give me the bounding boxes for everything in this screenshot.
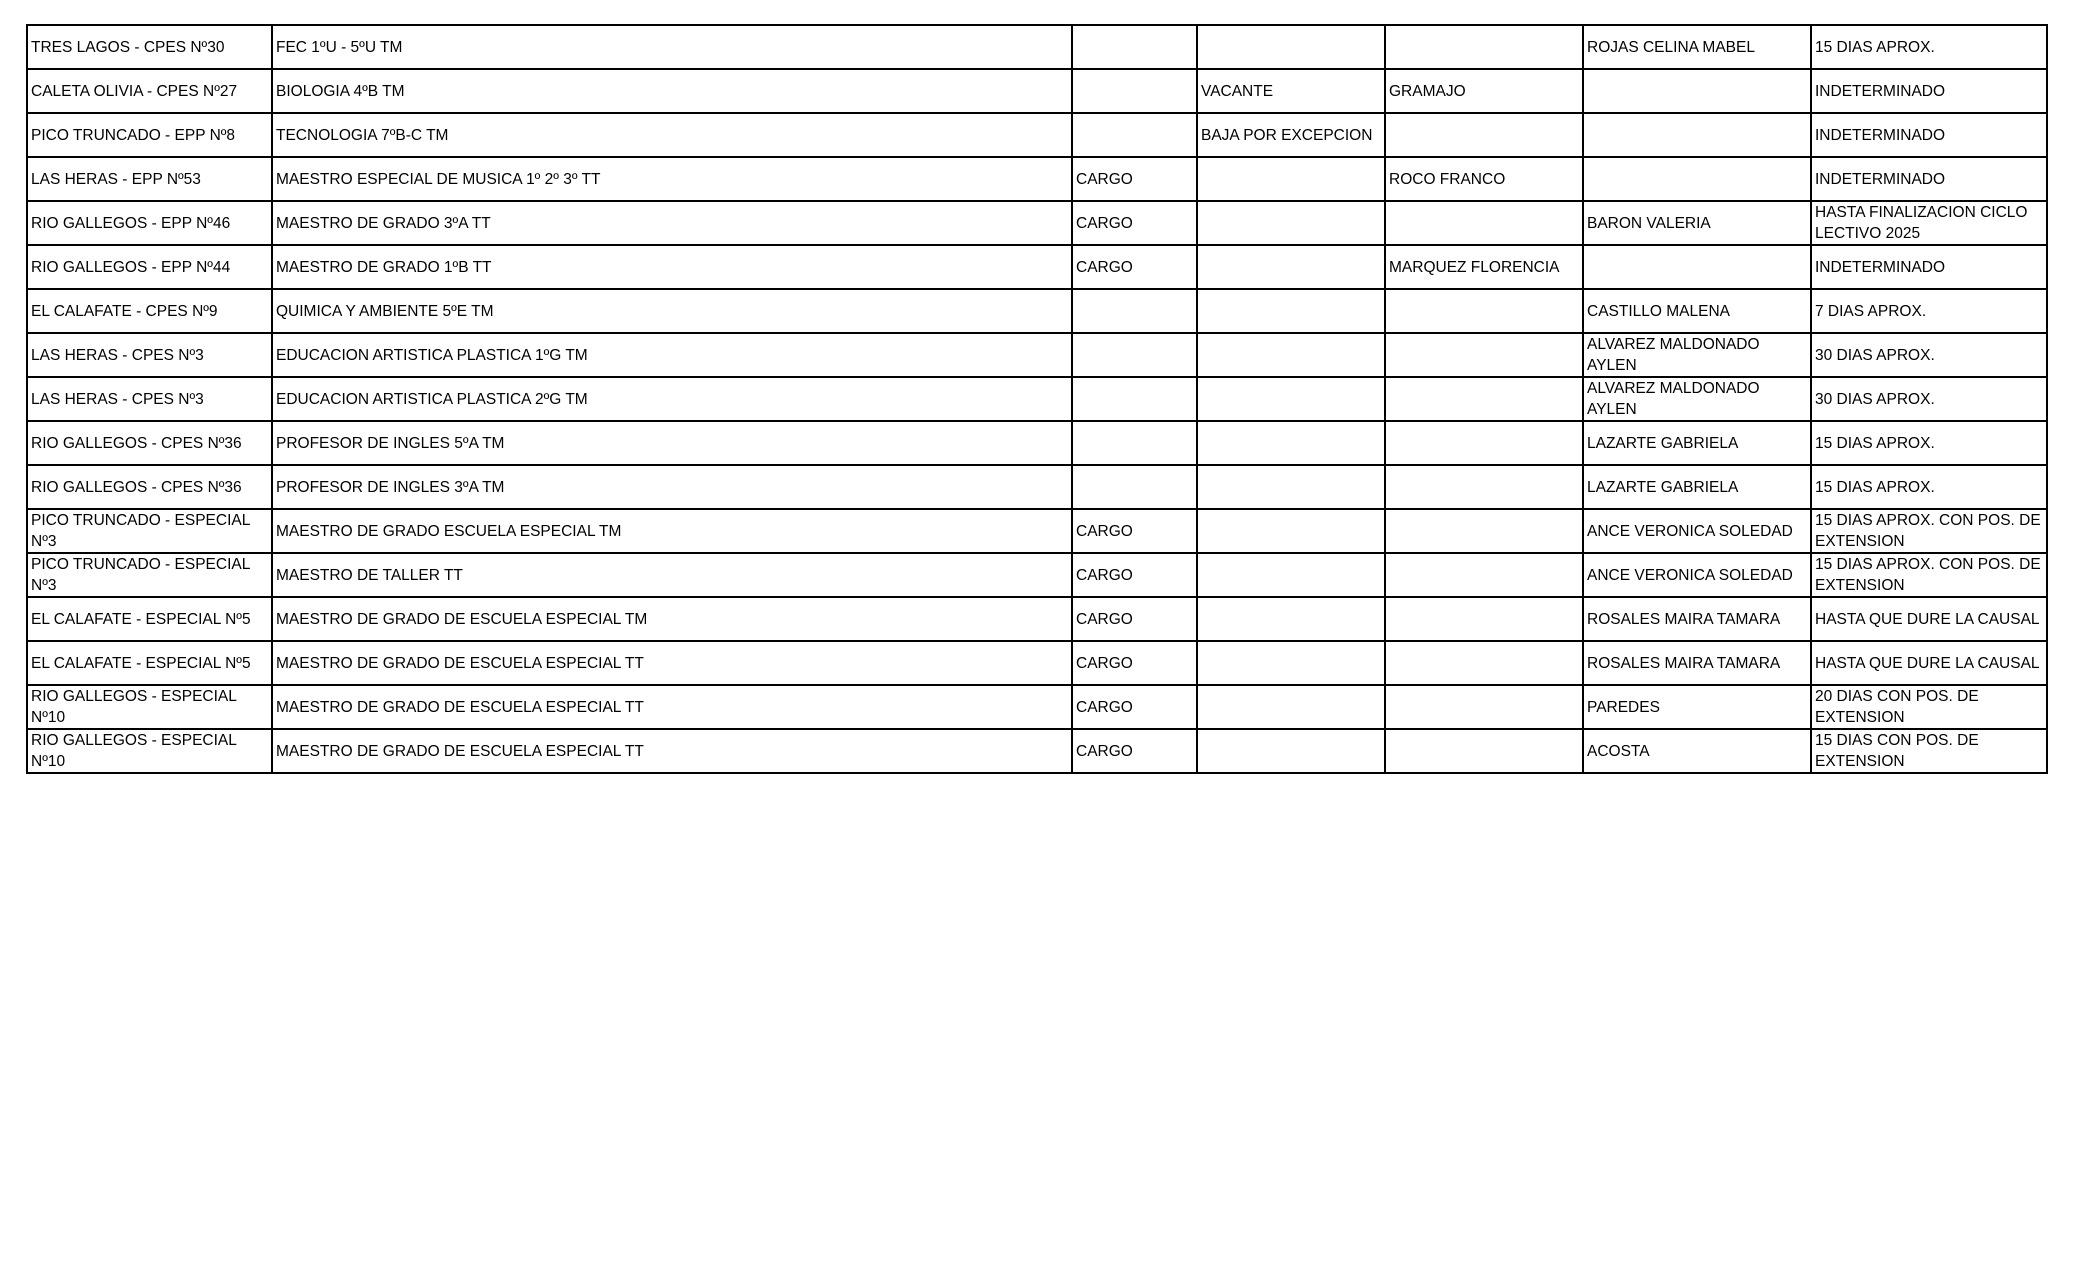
subject-cell: MAESTRO DE GRADO DE ESCUELA ESPECIAL TT [272, 641, 1072, 685]
duration-cell: 7 DIAS APROX. [1811, 289, 2047, 333]
subject-cell: QUIMICA Y AMBIENTE 5ºE TM [272, 289, 1072, 333]
subject-cell: PROFESOR DE INGLES 3ºA TM [272, 465, 1072, 509]
replacement-cell: LAZARTE GABRIELA [1583, 465, 1811, 509]
school-cell: RIO GALLEGOS - EPP Nº44 [27, 245, 272, 289]
titular-cell [1385, 729, 1583, 773]
table-row [27, 597, 2047, 641]
table-row [27, 377, 2047, 421]
replacement-cell [1583, 245, 1811, 289]
school-cell: RIO GALLEGOS - ESPECIAL Nº10 [27, 729, 272, 773]
subject-cell: MAESTRO DE GRADO ESCUELA ESPECIAL TM [272, 509, 1072, 553]
status-cell: VACANTE [1197, 69, 1385, 113]
status-cell [1197, 509, 1385, 553]
replacement-cell: BARON VALERIA [1583, 201, 1811, 245]
titular-cell [1385, 509, 1583, 553]
duration-cell: 15 DIAS APROX. [1811, 465, 2047, 509]
school-cell: TRES LAGOS - CPES Nº30 [27, 25, 272, 69]
school-cell: EL CALAFATE - CPES Nº9 [27, 289, 272, 333]
table-row [27, 729, 2047, 773]
titular-cell [1385, 465, 1583, 509]
titular-cell [1385, 201, 1583, 245]
school-cell: PICO TRUNCADO - ESPECIAL Nº3 [27, 509, 272, 553]
school-cell: PICO TRUNCADO - EPP Nº8 [27, 113, 272, 157]
subject-cell: MAESTRO DE GRADO DE ESCUELA ESPECIAL TT [272, 685, 1072, 729]
status-cell [1197, 465, 1385, 509]
status-cell [1197, 333, 1385, 377]
status-cell [1197, 25, 1385, 69]
school-cell: EL CALAFATE - ESPECIAL Nº5 [27, 597, 272, 641]
position-type-cell [1072, 113, 1197, 157]
titular-cell [1385, 641, 1583, 685]
table-row [27, 25, 2047, 69]
school-cell: LAS HERAS - CPES Nº3 [27, 377, 272, 421]
table-row [27, 333, 2047, 377]
school-cell: RIO GALLEGOS - EPP Nº46 [27, 201, 272, 245]
position-type-cell [1072, 465, 1197, 509]
duration-cell: 15 DIAS APROX. [1811, 421, 2047, 465]
position-type-cell [1072, 377, 1197, 421]
position-type-cell [1072, 333, 1197, 377]
titular-cell [1385, 113, 1583, 157]
titular-cell [1385, 377, 1583, 421]
replacement-cell: ALVAREZ MALDONADO AYLEN [1583, 377, 1811, 421]
titular-cell [1385, 333, 1583, 377]
titular-cell [1385, 25, 1583, 69]
duration-cell: HASTA FINALIZACION CICLO LECTIVO 2025 [1811, 201, 2047, 245]
position-type-cell [1072, 289, 1197, 333]
school-cell: RIO GALLEGOS - CPES Nº36 [27, 465, 272, 509]
position-type-cell: CARGO [1072, 509, 1197, 553]
status-cell [1197, 553, 1385, 597]
titular-cell [1385, 597, 1583, 641]
titular-cell [1385, 553, 1583, 597]
duration-cell: INDETERMINADO [1811, 113, 2047, 157]
school-cell: LAS HERAS - CPES Nº3 [27, 333, 272, 377]
subject-cell: MAESTRO DE GRADO 1ºB TT [272, 245, 1072, 289]
position-type-cell: CARGO [1072, 641, 1197, 685]
subject-cell: EDUCACION ARTISTICA PLASTICA 2ºG TM [272, 377, 1072, 421]
subject-cell: MAESTRO DE GRADO 3ºA TT [272, 201, 1072, 245]
duration-cell: 15 DIAS APROX. [1811, 25, 2047, 69]
table-row [27, 509, 2047, 553]
replacement-cell [1583, 69, 1811, 113]
replacement-cell [1583, 157, 1811, 201]
replacement-cell: ANCE VERONICA SOLEDAD [1583, 553, 1811, 597]
replacement-cell: ROSALES MAIRA TAMARA [1583, 641, 1811, 685]
titular-cell: GRAMAJO [1385, 69, 1583, 113]
position-type-cell [1072, 25, 1197, 69]
table-body [27, 25, 2047, 773]
titular-cell [1385, 685, 1583, 729]
status-cell [1197, 157, 1385, 201]
duration-cell: 20 DIAS CON POS. DE EXTENSION [1811, 685, 2047, 729]
replacement-cell: ROJAS CELINA MABEL [1583, 25, 1811, 69]
school-cell: RIO GALLEGOS - ESPECIAL Nº10 [27, 685, 272, 729]
position-type-cell: CARGO [1072, 201, 1197, 245]
duration-cell: INDETERMINADO [1811, 69, 2047, 113]
duration-cell: 15 DIAS APROX. CON POS. DE EXTENSION [1811, 509, 2047, 553]
status-cell [1197, 641, 1385, 685]
titular-cell [1385, 289, 1583, 333]
subject-cell: FEC 1ºU - 5ºU TM [272, 25, 1072, 69]
titular-cell: MARQUEZ FLORENCIA [1385, 245, 1583, 289]
subject-cell: EDUCACION ARTISTICA PLASTICA 1ºG TM [272, 333, 1072, 377]
status-cell: BAJA POR EXCEPCION [1197, 113, 1385, 157]
table-row [27, 641, 2047, 685]
subject-cell: MAESTRO DE GRADO DE ESCUELA ESPECIAL TT [272, 729, 1072, 773]
school-cell: RIO GALLEGOS - CPES Nº36 [27, 421, 272, 465]
duration-cell: 15 DIAS APROX. CON POS. DE EXTENSION [1811, 553, 2047, 597]
replacement-cell: ROSALES MAIRA TAMARA [1583, 597, 1811, 641]
status-cell [1197, 685, 1385, 729]
status-cell [1197, 289, 1385, 333]
subject-cell: MAESTRO DE GRADO DE ESCUELA ESPECIAL TM [272, 597, 1072, 641]
titular-cell: ROCO FRANCO [1385, 157, 1583, 201]
status-cell [1197, 597, 1385, 641]
table-row [27, 465, 2047, 509]
status-cell [1197, 729, 1385, 773]
replacement-cell: ACOSTA [1583, 729, 1811, 773]
position-type-cell: CARGO [1072, 685, 1197, 729]
replacement-cell: LAZARTE GABRIELA [1583, 421, 1811, 465]
table-row [27, 113, 2047, 157]
position-type-cell [1072, 69, 1197, 113]
table-row [27, 69, 2047, 113]
position-type-cell [1072, 421, 1197, 465]
table-row [27, 421, 2047, 465]
replacement-cell: CASTILLO MALENA [1583, 289, 1811, 333]
duration-cell: INDETERMINADO [1811, 245, 2047, 289]
position-type-cell: CARGO [1072, 553, 1197, 597]
duration-cell: 15 DIAS CON POS. DE EXTENSION [1811, 729, 2047, 773]
status-cell [1197, 201, 1385, 245]
status-cell [1197, 245, 1385, 289]
position-type-cell: CARGO [1072, 245, 1197, 289]
school-cell: LAS HERAS - EPP Nº53 [27, 157, 272, 201]
table-row [27, 685, 2047, 729]
subject-cell: TECNOLOGIA 7ºB-C TM [272, 113, 1072, 157]
status-cell [1197, 421, 1385, 465]
subject-cell: MAESTRO DE TALLER TT [272, 553, 1072, 597]
replacement-cell: ALVAREZ MALDONADO AYLEN [1583, 333, 1811, 377]
duration-cell: HASTA QUE DURE LA CAUSAL [1811, 641, 2047, 685]
table-row [27, 289, 2047, 333]
position-type-cell: CARGO [1072, 597, 1197, 641]
table-row [27, 201, 2047, 245]
status-cell [1197, 377, 1385, 421]
table-row [27, 553, 2047, 597]
subject-cell: MAESTRO ESPECIAL DE MUSICA 1º 2º 3º TT [272, 157, 1072, 201]
duration-cell: HASTA QUE DURE LA CAUSAL [1811, 597, 2047, 641]
titular-cell [1385, 421, 1583, 465]
school-cell: EL CALAFATE - ESPECIAL Nº5 [27, 641, 272, 685]
vacancy-table [26, 24, 2048, 774]
subject-cell: BIOLOGIA 4ºB TM [272, 69, 1072, 113]
duration-cell: 30 DIAS APROX. [1811, 377, 2047, 421]
duration-cell: INDETERMINADO [1811, 157, 2047, 201]
school-cell: PICO TRUNCADO - ESPECIAL Nº3 [27, 553, 272, 597]
replacement-cell: ANCE VERONICA SOLEDAD [1583, 509, 1811, 553]
replacement-cell [1583, 113, 1811, 157]
school-cell: CALETA OLIVIA - CPES Nº27 [27, 69, 272, 113]
position-type-cell: CARGO [1072, 729, 1197, 773]
duration-cell: 30 DIAS APROX. [1811, 333, 2047, 377]
subject-cell: PROFESOR DE INGLES 5ºA TM [272, 421, 1072, 465]
table-row [27, 245, 2047, 289]
position-type-cell: CARGO [1072, 157, 1197, 201]
table-row [27, 157, 2047, 201]
replacement-cell: PAREDES [1583, 685, 1811, 729]
